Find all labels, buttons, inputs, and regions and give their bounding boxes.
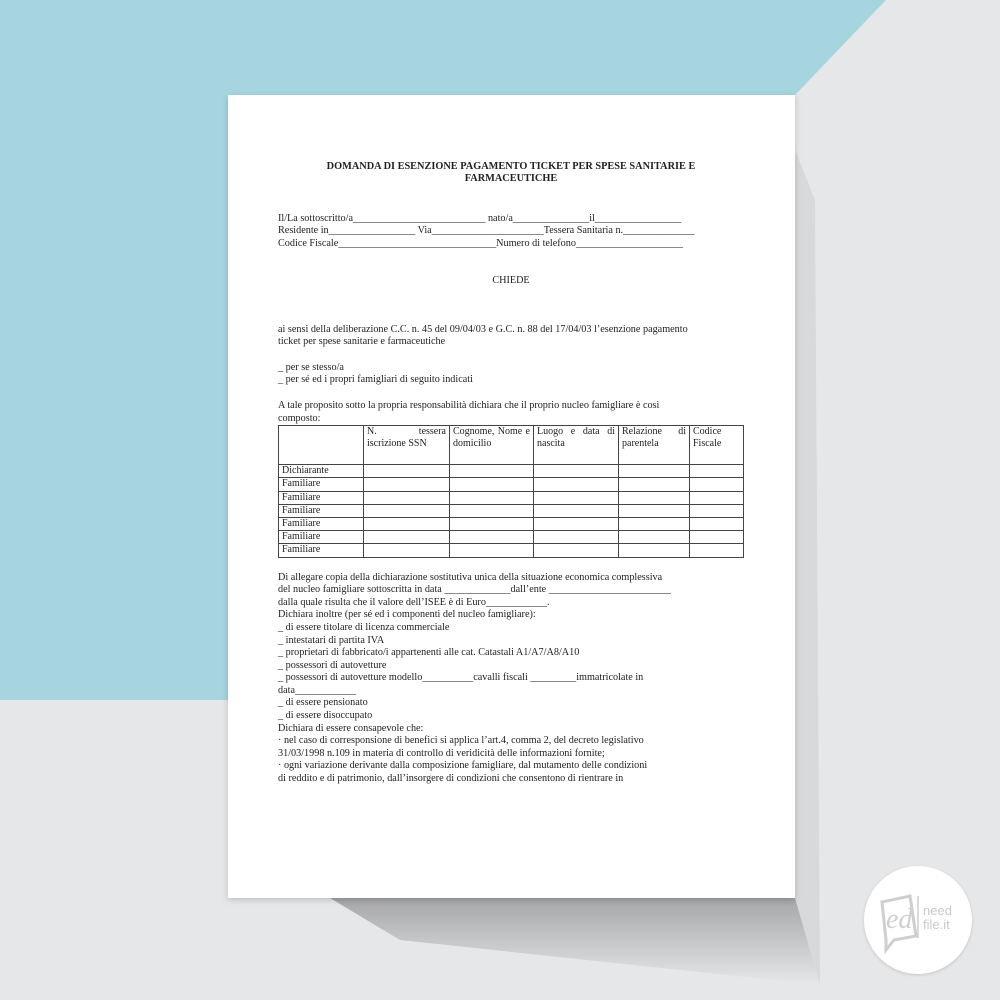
- body-line: · nel caso di corresponsione di benefici si applica l’art.4, comma 2, del decreto legislativo: [278, 735, 644, 747]
- table-cell: [619, 531, 690, 544]
- table-cell: [450, 544, 534, 557]
- table-cell: [534, 544, 619, 557]
- logo-word-file: file.it: [923, 917, 950, 932]
- table-cell: [690, 478, 744, 491]
- table-cell: [534, 504, 619, 517]
- body-line: _ possessori di autovetture: [278, 659, 387, 671]
- table-header-row: [279, 426, 744, 465]
- table-header-cell: [279, 426, 364, 465]
- needfile-logo: [864, 866, 972, 974]
- table-row: [279, 504, 744, 517]
- chiede-heading: CHIEDE: [492, 274, 530, 286]
- intro-line-1: ai sensi della deliberazione C.C. n. 45 del 09/04/03 e G.C. n. 88 del 17/04/03 l’esenzione pagamento: [278, 323, 688, 335]
- table-cell: [690, 544, 744, 557]
- family-intro-line-1: A tale proposito sotto la propria responsabilità dichiara che il proprio nucleo famigliare è così: [278, 399, 660, 411]
- body-line: Dichiara di essere consapevole che:: [278, 722, 424, 734]
- body-line: _ intestatari di partita IVA: [278, 634, 385, 646]
- table-header-cell: Codice Fiscale: [690, 426, 744, 465]
- table-row-label: Familiare: [279, 531, 364, 544]
- table-row: [279, 478, 744, 491]
- table-cell: [364, 491, 450, 504]
- table-cell: [364, 478, 450, 491]
- table-row: [279, 544, 744, 557]
- intro-line-2: ticket per spese sanitarie e farmaceutiche: [278, 336, 446, 348]
- table-cell: [690, 504, 744, 517]
- family-intro-line-2: composto:: [278, 412, 321, 424]
- option-self: _ per se stesso/a: [278, 361, 344, 373]
- title-line-1: DOMANDA DI ESENZIONE PAGAMENTO TICKET PER SPESE SANITARIE E: [326, 161, 696, 172]
- table-cell: [534, 531, 619, 544]
- table-row-label: Familiare: [279, 478, 364, 491]
- body-line: 31/03/1998 n.109 in materia di controllo di veridicità delle informazioni fornite;: [278, 747, 605, 759]
- table-cell: [364, 504, 450, 517]
- table-cell: [534, 465, 619, 478]
- table-row: [279, 465, 744, 478]
- table-cell: [619, 478, 690, 491]
- table-cell: [450, 531, 534, 544]
- body-line: _ possessori di autovetture modello__________cavalli fiscali _________immatricolate in: [278, 672, 644, 684]
- table-cell: [450, 478, 534, 491]
- body-line: _ di essere titolare di licenza commerciale: [278, 621, 450, 633]
- option-family: _ per sé ed i propri famigliari di seguito indicati: [278, 374, 473, 386]
- table-cell: [690, 531, 744, 544]
- table-cell: [364, 544, 450, 557]
- table-cell: [364, 517, 450, 530]
- logo-word-need: need: [923, 903, 952, 918]
- body-line: _ di essere disoccupato: [278, 710, 373, 722]
- table-row-label: Familiare: [279, 491, 364, 504]
- body-line: Dichiara inoltre (per sé ed i componenti del nucleo famigliare):: [278, 609, 536, 621]
- table-cell: [450, 504, 534, 517]
- table-cell: [619, 491, 690, 504]
- table-cell: [534, 478, 619, 491]
- table-cell: [619, 504, 690, 517]
- table-header-cell: Relazione di parentela: [619, 426, 690, 465]
- document-page: [228, 95, 795, 898]
- body-line: _ proprietari di fabbricato/i appartenenti alle cat. Catastali A1/A7/A8/A10: [278, 647, 580, 659]
- svg-text:ed: ed: [886, 904, 913, 935]
- table-cell: [450, 517, 534, 530]
- declarations-section: [278, 572, 744, 786]
- family-table: [278, 425, 744, 557]
- table-cell: [619, 544, 690, 557]
- field-line-fiscal-code: Codice Fiscale_______________________________Numero di telefono_____________________: [278, 238, 683, 249]
- table-cell: [619, 517, 690, 530]
- body-line: dalla quale risulta che il valore dell’ISEE è di Euro____________.: [278, 596, 550, 608]
- body-line: di reddito e di patrimonio, dall’insorgere di condizioni che consentono di rientrare in: [278, 773, 624, 785]
- document-title: [278, 161, 744, 186]
- table-cell: [450, 465, 534, 478]
- field-line-residence: Residente in_________________ Via______________________Tessera Sanitaria n.______________: [278, 225, 695, 237]
- body-line: Di allegare copia della dichiarazione sostitutiva unica della situazione economica complessiva: [278, 571, 663, 583]
- table-cell: [450, 491, 534, 504]
- table-header-cell: Luogo e data di nascita: [534, 426, 619, 465]
- table-row: [279, 491, 744, 504]
- body-line: _ di essere pensionato: [278, 697, 368, 709]
- table-row: [279, 517, 744, 530]
- body-line: data____________: [278, 684, 357, 696]
- logo-mark-icon: [864, 866, 972, 974]
- table-cell: [690, 491, 744, 504]
- table-cell: [364, 465, 450, 478]
- table-row-label: Familiare: [279, 517, 364, 530]
- table-cell: [534, 517, 619, 530]
- body-line: del nucleo famigliare sottoscritta in data _____________dall’ente ________________________: [278, 584, 671, 596]
- table-cell: [690, 465, 744, 478]
- table-cell: [364, 531, 450, 544]
- table-cell: [534, 491, 619, 504]
- field-line-name: Il/La sottoscritto/a__________________________ nato/a_______________il_________________: [278, 212, 682, 224]
- table-cell: [690, 517, 744, 530]
- table-row-label: Familiare: [279, 504, 364, 517]
- table-row-label: Familiare: [279, 544, 364, 557]
- table-row-label: Dichiarante: [279, 465, 364, 478]
- table-header-cell: N. tessera iscrizione SSN: [364, 426, 450, 465]
- document-body: [278, 161, 744, 786]
- title-line-2: FARMACEUTICHE: [464, 173, 558, 185]
- table-cell: [619, 465, 690, 478]
- table-row: [279, 531, 744, 544]
- body-line: · ogni variazione derivante dalla composizione famigliare, dal mutamento delle condizioni: [278, 760, 648, 772]
- table-header-cell: Cognome, Nome e domicilio: [450, 426, 534, 465]
